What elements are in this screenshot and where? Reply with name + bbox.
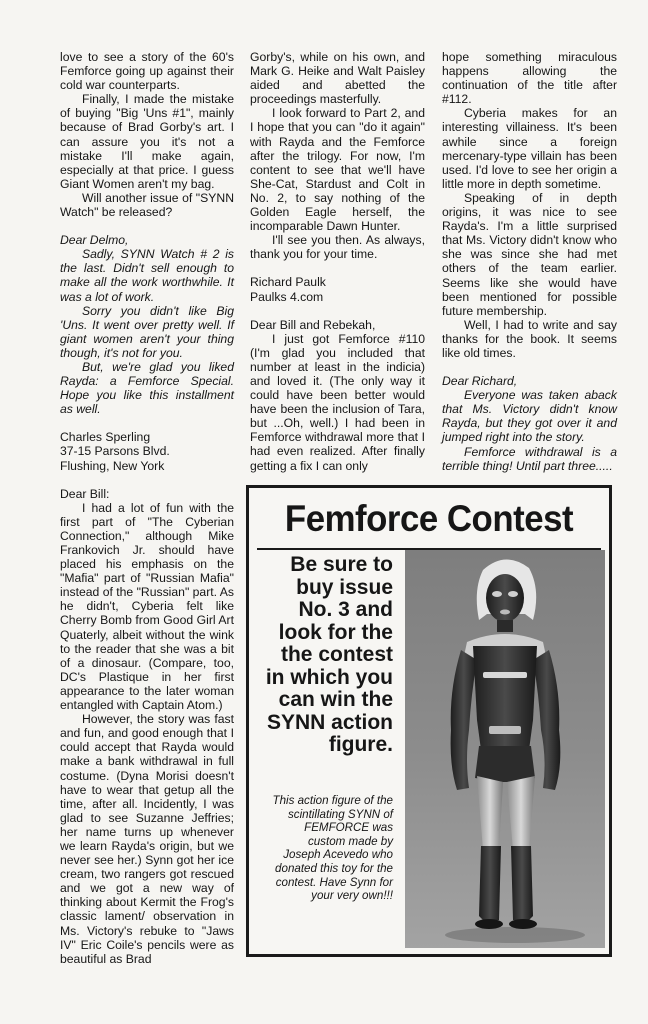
paragraph: Gorby's, while on his own, and Mark G. Heike and Walt Paisley aided and abetted the proceedings masterfully. bbox=[250, 50, 425, 107]
letters-column-3 bbox=[442, 50, 617, 473]
synn-figure-illustration bbox=[405, 550, 605, 948]
paragraph: Well, I had to write and say thanks for the book. It seems like old times. bbox=[442, 317, 617, 360]
contest-box bbox=[246, 485, 612, 957]
letter-salutation: Dear Bill and Rebekah, bbox=[250, 317, 376, 332]
paragraph: I just got Femforce #110 (I'm glad you included that number at least in the indicia) and loved it. (The only way it could have been better would have been the inclusion of Tara, but ...Oh, well.) I had been in Femforce withdrawal more that I had even realized. After finally getting a fix I can only bbox=[250, 331, 425, 473]
paragraph: Will another issue of "SYNN Watch" be released? bbox=[60, 190, 234, 220]
paragraph: Finally, I made the mistake of buying "Big 'Uns #1", mainly because of Brad Gorby's art. I can assure you it's not a mistake I'll make again, especially at that price. I guess Giant Women aren't my bag. bbox=[60, 92, 234, 191]
signature-city: Flushing, New York bbox=[60, 458, 165, 473]
reply-salutation: Dear Delmo, bbox=[60, 233, 129, 248]
letters-column-2 bbox=[250, 50, 425, 473]
signature-name: Richard Paulk bbox=[250, 275, 326, 290]
paragraph: I had a lot of fun with the first part of "The Cyberian Connection," although Mike Frankovich Jr. should have placed his emphasis on the "Mafia" part of "Russian Mafia" instead of the "Russian" part. As he didn't, Cyberia felt like Cherry Bomb from Good Girl Art Quaterly, albeit without the wink to the reader that she was a bit of a dinosaur. (Compare, too, DC's Plastique in her first appearance to the later woman entangled with Captain Atom.) bbox=[60, 500, 234, 713]
figure-caption: This action figure of the scintillating SYNN of FEMFORCE was custom made by Joseph Acevedo who donated this toy for the contest. Have Synn for your very own!!! bbox=[272, 794, 393, 903]
editor-reply: Everyone was taken aback that Ms. Victory didn't know Rayda, but they got over it and jumped right into the story. bbox=[442, 388, 617, 445]
paragraph: Cyberia makes for an interesting villainess. It's been awhile since a foreign mercenary-type villain has been used. I'd love to see her origin a little more in depth sometime. bbox=[442, 106, 617, 191]
reply-salutation: Dear Richard, bbox=[442, 374, 518, 389]
contest-promo: Be sure to buy issue No. 3 and look for the the contest in which you can win the SYNN action figure. bbox=[265, 553, 393, 756]
editor-reply: Sadly, SYNN Watch # 2 is the last. Didn't sell enough to make all the work worthwhile. It was a lot of work. bbox=[60, 247, 234, 304]
contest-title: Femforce Contest bbox=[284, 498, 574, 539]
signature-name: Charles Sperling bbox=[60, 430, 151, 445]
action-figure-photo bbox=[405, 550, 605, 948]
paragraph: I look forward to Part 2, and I hope that you can "do it again" with Rayda and the Femforce after the trilogy. For now, I'm content to see that we'll have She-Cat, Stardust and Colt in No. 2, to say nothing of the Golden Eagle herself, the incomparable Dawn Hunter. bbox=[250, 106, 425, 234]
paragraph: I'll see you then. As always, thank you for your time. bbox=[250, 233, 425, 262]
signature-address: Paulks 4.com bbox=[250, 289, 324, 304]
editor-reply: But, we're glad you liked Rayda: a Femforce Special. Hope you like this installment as well. bbox=[60, 359, 234, 417]
paragraph: love to see a story of the 60's Femforce going up against their cold war counterparts. bbox=[60, 50, 234, 93]
signature-address: 37-15 Parsons Blvd. bbox=[60, 444, 170, 459]
paragraph: hope something miraculous happens allowing the continuation of the title after #112. bbox=[442, 50, 617, 107]
letters-column-1 bbox=[60, 50, 234, 966]
editor-reply: Sorry you didn't like Big 'Uns. It went over pretty well. If giant women aren't your thing though, it's not for you. bbox=[60, 303, 234, 360]
letter-salutation: Dear Bill: bbox=[60, 486, 110, 501]
paragraph: Speaking of in depth origins, it was nice to see Rayda's. I'm a little surprised that Ms. Victory didn't know who she was since she had met others of the team earlier. Seems like she would have been mentioned for possible future membership. bbox=[442, 190, 617, 318]
editor-reply: Femforce withdrawal is a terrible thing! Until part three..... bbox=[442, 444, 617, 473]
paragraph: However, the story was fast and fun, and good enough that I could accept that Rayda would make a bank withdrawal in full costume. (Dyna Morisi doesn't have to wear that getup all the time, after all. Incidently, I was glad to see Suzanne Jeffries; her name turns up whenever we learn Rayda's origin, but we never see her.) Synn got her ice cream, two rangers got rescued and we got a new way of thinking about Kermit the Frog's classic lament/ observation in Ms. Victory's rebuke to "Jaws IV" Eric Coile's pencils were as beautiful as Brad bbox=[60, 712, 234, 966]
